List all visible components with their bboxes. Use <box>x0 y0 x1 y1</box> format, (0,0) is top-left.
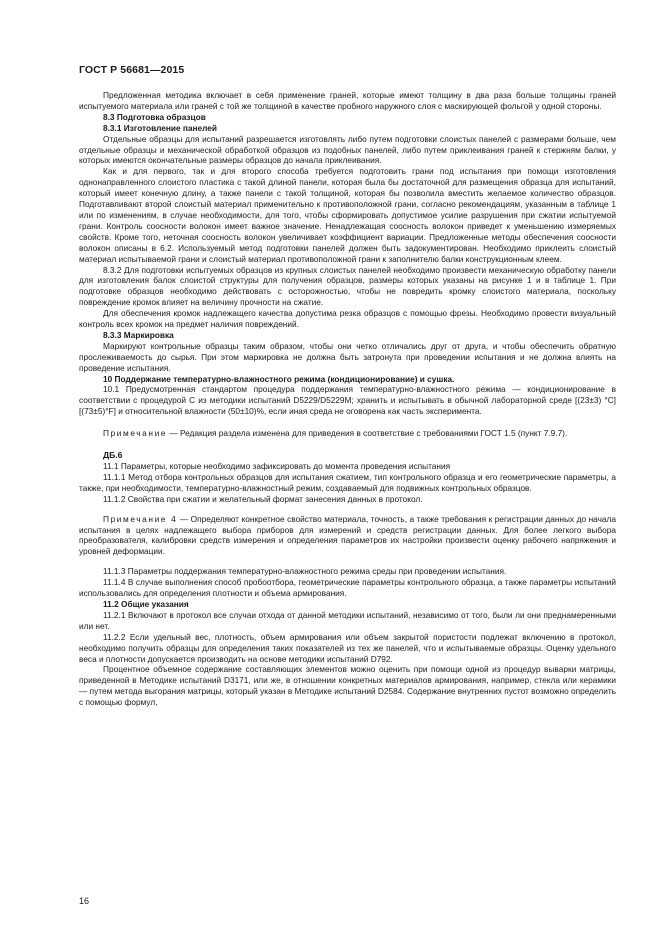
paragraph: 11.1.3 Параметры поддержания температурно-влажностного режима среды при проведении испытания. <box>103 566 507 577</box>
paragraph: 11.2.1 Включают в протокол все случаи отхода от данной методики испытаний, независимо от того, были ли они преднамеренными или нет. <box>79 609 616 631</box>
note-text: — Определяют конкретное свойство материала, точность, а также требования к регистрации данных до начала испытания в целях надлежащего выбора приборов для измерений и средств регистрации данных. Для более легкого выбора преобразователя, калибровки средств измерения и определения параметров их настройки произвести оценку рабочего напряжения и уровней деформации. <box>79 513 616 557</box>
note-label: Примечание 4 <box>103 513 178 524</box>
paragraph: 11.1.4 В случае выполнения способ пробоотбора, геометрические параметры контрольного образца, а также параметры испытаний использовались для определения плотности и объема армирования. <box>79 577 616 599</box>
section-heading: 8.3 Подготовка образцов <box>103 111 206 122</box>
paragraph: Процентное объемное содержание составляющих элементов можно оценить при помощи одной из процедур выварки матрицы, приведенной в Методике испытаний D3171, или же, в отношении конкретных материалов армирования, например, стекла или керамики — путем метода выгорания матрицы, который указан в Методике испытаний D2584. Содержание внутренних пустот возможно определить с помощью формул, <box>79 664 616 708</box>
paragraph: 8.3.2 Для подготовки испытуемых образцов из крупных слоистых панелей необходимо произвести механическую обработку панели для изготовления балок слоистой структуры для получения образцов, размеры которых указаны на рисунке 1 и в таблице 1. При подготовке образцов необходимо действовать с осторожностью, чтобы не повредить кромку слоистого материала, поскольку повреждение кромок влияет на величину прочности на сжатие. <box>79 264 616 308</box>
paragraph: Маркируют контрольные образцы таким образом, чтобы они четко отличались друг от друга, и чтобы обеспечить обратную прослеживаемость до сырья. При этом маркировка не должна быть затронута при проведении испытания и не должна влиять на проведение испытания. <box>79 340 616 373</box>
note-label: Примечание <box>103 428 168 439</box>
section-heading: 8.3.3 Маркировка <box>103 329 174 340</box>
spacer <box>79 417 616 428</box>
paragraph: 11.1.2 Свойства при сжатии и желательный формат занесения данных в протокол. <box>103 493 423 504</box>
note-text: — Редакция раздела изменена для приведения в соответствие с требованиями ГОСТ 1.5 (пункт 7.9.7). <box>167 428 568 439</box>
paragraph: 11.1.1 Метод отбора контрольных образцов для испытания сжатием, тип контрольного образца и его геометрические параметры, а также, при необходимости, температурно-влажностный режим, создаваемый для подвижных контрольных образцов. <box>79 471 616 493</box>
paragraph: 10.1 Предусмотренная стандартом процедура поддержания температурно-влажностного режима — кондиционирование в соответствии с процедурой С из методики испытаний D5229/D5229M; хранить и испытывать в обычной лабораторной среде [(23±3) °С] [(73±5)°F] и относительной влажности (50±10)%, если иная среда не оговорена как часть эксперимента. <box>79 384 616 417</box>
spacer <box>79 439 616 450</box>
paragraph: Отдельные образцы для испытаний разрешается изготовлять либо путем подготовки слоистых панелей с размерами больше, чем отдельные образцы и механической обработкой образцов из подобных панелей, либо путем приклеивания граней к стержням балки, у которых имеются окончательные размеры образцов до начала приклеивания. <box>79 133 616 166</box>
page-header: ГОСТ Р 56681—2015 <box>79 64 185 76</box>
note-paragraph <box>79 514 616 558</box>
spacer <box>79 505 616 514</box>
page-number: 16 <box>79 896 90 906</box>
paragraph: Для обеспечения кромок надлежащего качества допустима резка образцов с помощью фрезы. Необходимо провести визуальный контроль всех кромок на предмет наличия повреждений. <box>79 308 616 330</box>
spacer <box>79 557 616 566</box>
document-body <box>79 90 616 708</box>
section-heading: 11.2 Общие указания <box>103 598 189 609</box>
section-heading: ДБ.6 <box>103 450 123 461</box>
paragraph: Предложенная методика включает в себя применение граней, которые имеют толщину в два раза больше толщины граней испытуемого материала или граней с той же толщиной в качестве пробного наружного слоя с маскирующей фольгой у одной стороны. <box>79 90 616 111</box>
note-paragraph <box>79 428 616 439</box>
paragraph: Как и для первого, так и для второго способа требуется подготовить грани под испытания при помощи изготовления однонаправленного слоистого пластика с такой длиной панели, которая была бы достаточной для размещения образца для испытаний, который имеет конечную длину, а также панели с такой толщиной, которая бы позволила вместить желаемое количество образцов. Подготавливают второй слоистый материал применительно к противоположной грани, согласно рекомендациям, указанным в таблице 1 или по изменениям, в случае необходимости, для того, чтобы сформировать допустимое усилие разрушения при сжатии испытуемой грани. Контроль соосности волокон имеет важное значение. Ненадлежащая соосность волокон приведет к уменьшению измеряемых свойств. Кроме того, неточная соосность волокон увеличивает коэффициент вариации. Предложенные методы обеспечения соосности волокон описаны в 6.2. Используемый метод подготовки панелей должен быть задокументирован. Необходимо приклеить слоистый материал испытываемой грани и слоистый материал противоположной грани к заполнителю балки конструкционным клеем. <box>79 166 616 264</box>
paragraph: 11.1 Параметры, которые необходимо зафиксировать до момента проведения испытания <box>103 461 451 471</box>
section-heading: 8.3.1 Изготовление панелей <box>103 122 218 133</box>
section-heading: 10 Поддержание температурно-влажностного режима (кондиционирование) и сушка. <box>103 373 455 384</box>
paragraph: 11.2.2 Если удельный вес, плотность, объем армирования или объем закрытой пористости подлежат включению в протокол, необходимо получить образцы для определения таких показателей из тех же панелей, что и испытываемые образцы. Оценку удельного веса и плотности допускается производить на основе методики испытаний D792. <box>79 631 616 664</box>
